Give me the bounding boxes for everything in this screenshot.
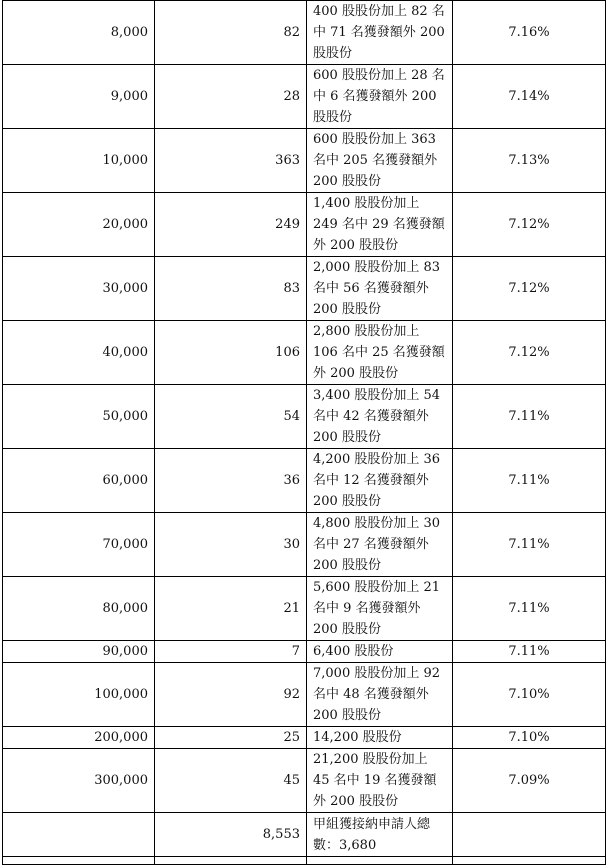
table-row xyxy=(3,193,606,257)
valid-applications-cell: 21 xyxy=(155,577,307,641)
valid-applications-cell: 28 xyxy=(155,65,307,129)
allocation-percentage-cell: 7.13% xyxy=(453,129,606,193)
shares-applied-cell: 100,000 xyxy=(3,663,155,727)
shares-applied-cell: 90,000 xyxy=(3,641,155,663)
allocation-basis-cell: 6,400 股股份 xyxy=(307,641,453,663)
continuation-cell xyxy=(307,857,453,865)
allocation-basis-cell: 21,200 股股份加上 45 名中 19 名獲發額外 200 股股份 xyxy=(307,749,453,813)
total-percentage-cell xyxy=(453,813,606,857)
shares-applied-cell: 70,000 xyxy=(3,513,155,577)
allocation-percentage-cell: 7.12% xyxy=(453,257,606,321)
allocation-basis-cell: 4,200 股股份加上 36 名中 12 名獲發額外 200 股股份 xyxy=(307,449,453,513)
allocation-basis-cell: 3,400 股股份加上 54 名中 42 名獲發額外 200 股股份 xyxy=(307,385,453,449)
table-row-continuation xyxy=(3,857,606,865)
allocation-percentage-cell: 7.09% xyxy=(453,749,606,813)
table-row xyxy=(3,727,606,749)
allocation-percentage-cell: 7.11% xyxy=(453,385,606,449)
valid-applications-cell: 36 xyxy=(155,449,307,513)
continuation-cell xyxy=(453,857,606,865)
table-row xyxy=(3,257,606,321)
allocation-basis-cell: 2,800 股股份加上 106 名中 25 名獲發額外 200 股股份 xyxy=(307,321,453,385)
allocation-table xyxy=(2,0,606,865)
shares-applied-cell: 40,000 xyxy=(3,321,155,385)
valid-applications-cell: 249 xyxy=(155,193,307,257)
shares-applied-cell: 9,000 xyxy=(3,65,155,129)
allocation-percentage-cell: 7.14% xyxy=(453,65,606,129)
allocation-basis-cell: 600 股股份加上 363 名中 205 名獲發額外 200 股股份 xyxy=(307,129,453,193)
valid-applications-cell: 82 xyxy=(155,1,307,65)
shares-applied-cell: 20,000 xyxy=(3,193,155,257)
allocation-percentage-cell: 7.10% xyxy=(453,663,606,727)
total-successful-applicants-cell: 甲組獲接納申請人總數：3,680 xyxy=(307,813,453,857)
allocation-basis-cell: 400 股股份加上 82 名中 71 名獲發額外 200 股股份 xyxy=(307,1,453,65)
continuation-cell xyxy=(3,857,155,865)
shares-applied-cell: 200,000 xyxy=(3,727,155,749)
valid-applications-cell: 45 xyxy=(155,749,307,813)
table-row xyxy=(3,749,606,813)
allocation-percentage-cell: 7.11% xyxy=(453,577,606,641)
shares-applied-cell: 300,000 xyxy=(3,749,155,813)
table-row xyxy=(3,65,606,129)
allocation-percentage-cell: 7.12% xyxy=(453,321,606,385)
table-row xyxy=(3,129,606,193)
allocation-percentage-cell: 7.12% xyxy=(453,193,606,257)
allocation-percentage-cell: 7.11% xyxy=(453,641,606,663)
valid-applications-cell: 25 xyxy=(155,727,307,749)
table-row xyxy=(3,577,606,641)
valid-applications-cell: 363 xyxy=(155,129,307,193)
valid-applications-cell: 54 xyxy=(155,385,307,449)
shares-applied-cell: 8,000 xyxy=(3,1,155,65)
shares-applied-cell: 80,000 xyxy=(3,577,155,641)
allocation-basis-cell: 1,400 股股份加上 249 名中 29 名獲發額外 200 股股份 xyxy=(307,193,453,257)
allocation-basis-cell: 2,000 股股份加上 83 名中 56 名獲發額外 200 股股份 xyxy=(307,257,453,321)
table-row xyxy=(3,1,606,65)
valid-applications-cell: 30 xyxy=(155,513,307,577)
total-valid-applications-cell: 8,553 xyxy=(155,813,307,857)
table-row xyxy=(3,663,606,727)
continuation-cell xyxy=(155,857,307,865)
table-row xyxy=(3,321,606,385)
table-row xyxy=(3,449,606,513)
valid-applications-cell: 92 xyxy=(155,663,307,727)
allocation-percentage-cell: 7.11% xyxy=(453,513,606,577)
shares-applied-cell: 50,000 xyxy=(3,385,155,449)
allocation-percentage-cell: 7.16% xyxy=(453,1,606,65)
shares-applied-cell: 30,000 xyxy=(3,257,155,321)
allocation-basis-cell: 14,200 股股份 xyxy=(307,727,453,749)
valid-applications-cell: 106 xyxy=(155,321,307,385)
total-shares-applied-cell xyxy=(3,813,155,857)
total-row xyxy=(3,813,606,857)
valid-applications-cell: 7 xyxy=(155,641,307,663)
allocation-basis-cell: 7,000 股股份加上 92 名中 48 名獲發額外 200 股股份 xyxy=(307,663,453,727)
valid-applications-cell: 83 xyxy=(155,257,307,321)
table-row xyxy=(3,385,606,449)
shares-applied-cell: 10,000 xyxy=(3,129,155,193)
table-row xyxy=(3,513,606,577)
allocation-basis-cell: 5,600 股股份加上 21 名中 9 名獲發額外 200 股股份 xyxy=(307,577,453,641)
shares-applied-cell: 60,000 xyxy=(3,449,155,513)
allocation-basis-cell: 600 股股份加上 28 名中 6 名獲發額外 200 股股份 xyxy=(307,65,453,129)
allocation-basis-cell: 4,800 股股份加上 30 名中 27 名獲發額外 200 股股份 xyxy=(307,513,453,577)
allocation-percentage-cell: 7.11% xyxy=(453,449,606,513)
table-row xyxy=(3,641,606,663)
allocation-percentage-cell: 7.10% xyxy=(453,727,606,749)
